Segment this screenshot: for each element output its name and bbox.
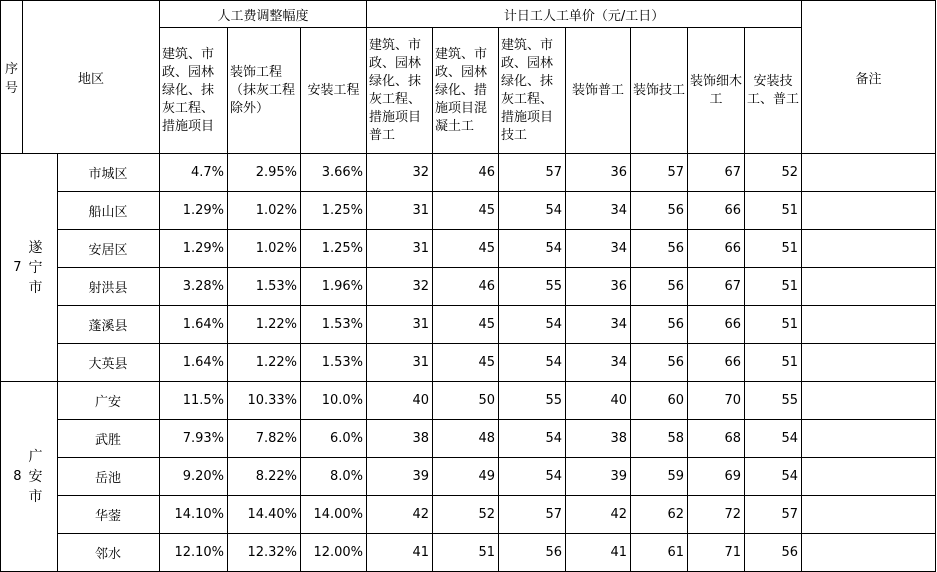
cell-value: 68	[688, 420, 745, 458]
cell-value: 10.0%	[301, 382, 367, 420]
col-header-price-general: 建筑、市政、园林绿化、抹灰工程、措施项目普工	[367, 28, 433, 154]
table-row	[1, 496, 936, 534]
row-seq: 7	[1, 154, 23, 382]
cell-value: 1.64%	[160, 306, 228, 344]
cell-value: 31	[367, 344, 433, 382]
cell-value: 7.93%	[160, 420, 228, 458]
cell-value: 31	[367, 230, 433, 268]
cell-value: 1.64%	[160, 344, 228, 382]
cell-value: 69	[688, 458, 745, 496]
cell-value: 57	[745, 496, 802, 534]
row-region: 蓬溪县	[58, 306, 160, 344]
cell-value: 54	[499, 230, 566, 268]
row-region: 大英县	[58, 344, 160, 382]
cell-value: 1.96%	[301, 268, 367, 306]
cell-value: 56	[499, 534, 566, 572]
cell-value: 66	[688, 306, 745, 344]
cell-value: 14.10%	[160, 496, 228, 534]
cell-value: 56	[631, 306, 688, 344]
col-header-adjust-construction: 建筑、市政、园林绿化、抹灰工程、措施项目	[160, 28, 228, 154]
row-note	[802, 268, 936, 306]
cell-value: 57	[499, 496, 566, 534]
table-row	[1, 382, 936, 420]
seq-header: 序 号	[1, 1, 23, 154]
cell-value: 1.53%	[301, 306, 367, 344]
cell-value: 60	[631, 382, 688, 420]
cell-value: 1.53%	[301, 344, 367, 382]
cell-value: 48	[433, 420, 499, 458]
table-row	[1, 268, 936, 306]
cell-value: 45	[433, 344, 499, 382]
cell-value: 3.66%	[301, 154, 367, 192]
col-header-adjust-decoration: 装饰工程（抹灰工程除外）	[228, 28, 301, 154]
cell-value: 9.20%	[160, 458, 228, 496]
cell-value: 3.28%	[160, 268, 228, 306]
row-region: 市城区	[58, 154, 160, 192]
cell-value: 55	[499, 382, 566, 420]
cell-value: 46	[433, 154, 499, 192]
row-region: 武胜	[58, 420, 160, 458]
row-note	[802, 420, 936, 458]
cell-value: 1.29%	[160, 230, 228, 268]
cell-value: 1.25%	[301, 230, 367, 268]
cell-value: 1.22%	[228, 344, 301, 382]
row-note	[802, 344, 936, 382]
cell-value: 32	[367, 268, 433, 306]
cell-value: 39	[566, 458, 631, 496]
row-city: 遂 宁 市	[23, 154, 58, 382]
cell-value: 61	[631, 534, 688, 572]
cell-value: 1.02%	[228, 230, 301, 268]
cell-value: 58	[631, 420, 688, 458]
cell-value: 67	[688, 268, 745, 306]
cell-value: 57	[499, 154, 566, 192]
cell-value: 45	[433, 306, 499, 344]
cell-value: 8.22%	[228, 458, 301, 496]
cell-value: 71	[688, 534, 745, 572]
cell-value: 36	[566, 154, 631, 192]
cell-value: 50	[433, 382, 499, 420]
price-group-header: 计日工人工单价（元/工日）	[367, 1, 802, 28]
row-note	[802, 306, 936, 344]
cell-value: 55	[499, 268, 566, 306]
cell-value: 56	[631, 344, 688, 382]
cell-value: 54	[499, 344, 566, 382]
cell-value: 36	[566, 268, 631, 306]
cell-value: 1.25%	[301, 192, 367, 230]
cell-value: 72	[688, 496, 745, 534]
cell-value: 8.0%	[301, 458, 367, 496]
cell-value: 56	[631, 268, 688, 306]
cell-value: 56	[631, 192, 688, 230]
cell-value: 59	[631, 458, 688, 496]
cell-value: 42	[367, 496, 433, 534]
col-header-price-decoration-general: 装饰普工	[566, 28, 631, 154]
row-region: 邻水	[58, 534, 160, 572]
cell-value: 52	[433, 496, 499, 534]
row-region: 船山区	[58, 192, 160, 230]
row-note	[802, 154, 936, 192]
cell-value: 67	[688, 154, 745, 192]
cell-value: 70	[688, 382, 745, 420]
cell-value: 57	[631, 154, 688, 192]
cell-value: 34	[566, 344, 631, 382]
cell-value: 38	[566, 420, 631, 458]
row-note	[802, 230, 936, 268]
cell-value: 51	[745, 192, 802, 230]
cell-value: 52	[745, 154, 802, 192]
cell-value: 51	[745, 306, 802, 344]
row-note	[802, 192, 936, 230]
cell-value: 34	[566, 230, 631, 268]
cell-value: 45	[433, 230, 499, 268]
cell-value: 46	[433, 268, 499, 306]
row-city: 广 安 市	[23, 382, 58, 572]
table-row	[1, 344, 936, 382]
cell-value: 45	[433, 192, 499, 230]
table-body	[1, 154, 936, 572]
table-row	[1, 458, 936, 496]
cell-value: 51	[745, 268, 802, 306]
row-note	[802, 382, 936, 420]
cell-value: 12.00%	[301, 534, 367, 572]
cell-value: 10.33%	[228, 382, 301, 420]
table-row	[1, 230, 936, 268]
cell-value: 54	[499, 420, 566, 458]
cell-value: 31	[367, 192, 433, 230]
cell-value: 66	[688, 192, 745, 230]
cell-value: 56	[745, 534, 802, 572]
cell-value: 41	[566, 534, 631, 572]
region-header: 地区	[23, 1, 160, 154]
cell-value: 41	[367, 534, 433, 572]
row-note	[802, 458, 936, 496]
cell-value: 49	[433, 458, 499, 496]
row-region: 安居区	[58, 230, 160, 268]
cell-value: 62	[631, 496, 688, 534]
cell-value: 54	[745, 420, 802, 458]
cell-value: 54	[745, 458, 802, 496]
cell-value: 32	[367, 154, 433, 192]
adjust-group-header: 人工费调整幅度	[160, 1, 367, 28]
cell-value: 14.40%	[228, 496, 301, 534]
cell-value: 12.32%	[228, 534, 301, 572]
cell-value: 6.0%	[301, 420, 367, 458]
col-header-price-concrete: 建筑、市政、园林绿化、措施项目混凝土工	[433, 28, 499, 154]
cell-value: 38	[367, 420, 433, 458]
cell-value: 51	[745, 344, 802, 382]
cell-value: 12.10%	[160, 534, 228, 572]
cell-value: 1.22%	[228, 306, 301, 344]
cell-value: 4.7%	[160, 154, 228, 192]
cell-value: 34	[566, 306, 631, 344]
col-header-price-decoration-skilled: 装饰技工	[631, 28, 688, 154]
cell-value: 1.29%	[160, 192, 228, 230]
row-region: 射洪县	[58, 268, 160, 306]
cell-value: 7.82%	[228, 420, 301, 458]
cell-value: 51	[433, 534, 499, 572]
cell-value: 55	[745, 382, 802, 420]
row-region: 广安	[58, 382, 160, 420]
cell-value: 14.00%	[301, 496, 367, 534]
cell-value: 54	[499, 306, 566, 344]
cell-value: 1.53%	[228, 268, 301, 306]
col-header-price-install: 安装技工、普工	[745, 28, 802, 154]
cell-value: 54	[499, 458, 566, 496]
row-seq: 8	[1, 382, 23, 572]
cell-value: 40	[566, 382, 631, 420]
note-header: 备注	[802, 1, 936, 154]
col-header-price-carpenter: 装饰细木工	[688, 28, 745, 154]
row-note	[802, 496, 936, 534]
col-header-price-skilled: 建筑、市政、园林绿化、抹灰工程、措施项目技工	[499, 28, 566, 154]
cell-value: 39	[367, 458, 433, 496]
cell-value: 31	[367, 306, 433, 344]
row-region: 岳池	[58, 458, 160, 496]
cell-value: 40	[367, 382, 433, 420]
table-row	[1, 306, 936, 344]
cell-value: 11.5%	[160, 382, 228, 420]
cell-value: 54	[499, 192, 566, 230]
cell-value: 56	[631, 230, 688, 268]
cell-value: 42	[566, 496, 631, 534]
table-row	[1, 154, 936, 192]
col-header-adjust-install: 安装工程	[301, 28, 367, 154]
cell-value: 66	[688, 344, 745, 382]
cell-value: 2.95%	[228, 154, 301, 192]
cell-value: 51	[745, 230, 802, 268]
table-row	[1, 420, 936, 458]
table-row	[1, 192, 936, 230]
cell-value: 34	[566, 192, 631, 230]
cell-value: 1.02%	[228, 192, 301, 230]
row-region: 华蓥	[58, 496, 160, 534]
cell-value: 66	[688, 230, 745, 268]
